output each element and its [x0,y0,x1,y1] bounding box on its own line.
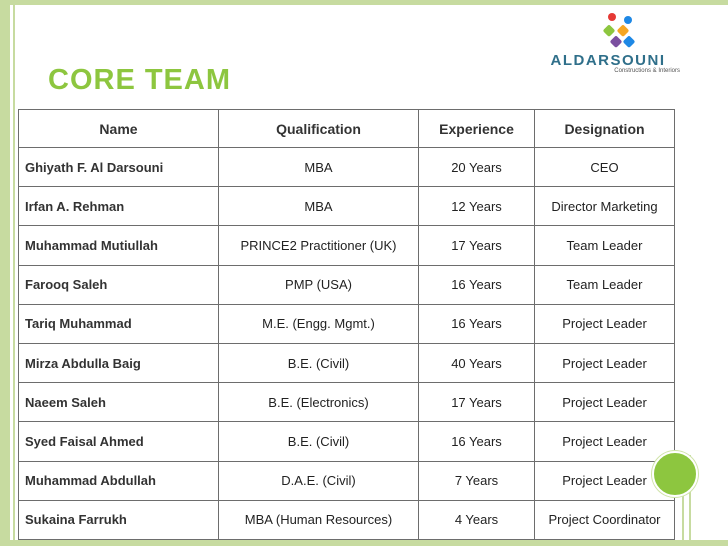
cell-name: Mirza Abdulla Baig [19,343,219,382]
cell-experience: 40 Years [419,343,535,382]
cell-name: Muhammad Mutiullah [19,226,219,265]
cell-qualification: M.E. (Engg. Mgmt.) [219,304,419,343]
cell-designation: Project Leader [535,383,675,422]
table-row [19,343,675,382]
cell-designation: Team Leader [535,265,675,304]
page-title: CORE TEAM [48,64,231,96]
table-header-row [19,110,675,148]
table-row [19,304,675,343]
frame-bottom-border [0,540,728,546]
table-row [19,461,675,500]
cell-experience: 4 Years [419,500,535,539]
table-row [19,422,675,461]
header-designation: Designation [535,110,675,148]
cell-designation: Project Coordinator [535,500,675,539]
cell-designation: Team Leader [535,226,675,265]
cell-name: Ghiyath F. Al Darsouni [19,148,219,187]
frame-left-border [0,0,10,546]
cell-experience: 16 Years [419,422,535,461]
table-row [19,383,675,422]
cell-designation: Project Leader [535,422,675,461]
frame-top-border [0,0,728,5]
table-row [19,148,675,187]
cell-experience: 12 Years [419,187,535,226]
table-row [19,226,675,265]
cell-designation: Project Leader [535,461,675,500]
logo-wordmark: ALDARSOUNI [550,52,666,69]
cell-name: Irfan A. Rehman [19,187,219,226]
header-name: Name [19,110,219,148]
cell-designation: Project Leader [535,304,675,343]
cell-name: Sukaina Farrukh [19,500,219,539]
core-team-table [18,109,675,540]
table-row [19,500,675,539]
cell-experience: 17 Years [419,383,535,422]
cell-name: Naeem Saleh [19,383,219,422]
cell-qualification: MBA (Human Resources) [219,500,419,539]
cell-qualification: MBA [219,187,419,226]
decorative-circle-icon [652,451,698,497]
cell-qualification: PRINCE2 Practitioner (UK) [219,226,419,265]
cell-qualification: PMP (USA) [219,265,419,304]
logo-tagline: Constructions & Interiors [614,68,680,74]
cell-qualification: D.A.E. (Civil) [219,461,419,500]
table-row [19,187,675,226]
cell-designation: Project Leader [535,343,675,382]
cell-designation: CEO [535,148,675,187]
cell-experience: 7 Years [419,461,535,500]
cell-qualification: B.E. (Electronics) [219,383,419,422]
cell-qualification: B.E. (Civil) [219,343,419,382]
frame-left-line [13,0,15,546]
cell-qualification: MBA [219,148,419,187]
cell-name: Tariq Muhammad [19,304,219,343]
cell-name: Farooq Saleh [19,265,219,304]
header-experience: Experience [419,110,535,148]
cell-designation: Director Marketing [535,187,675,226]
logo-mark-icon [603,13,636,48]
cell-qualification: B.E. (Civil) [219,422,419,461]
cell-experience: 20 Years [419,148,535,187]
cell-experience: 17 Years [419,226,535,265]
cell-name: Muhammad Abdullah [19,461,219,500]
table-row [19,265,675,304]
cell-experience: 16 Years [419,304,535,343]
cell-experience: 16 Years [419,265,535,304]
header-qualification: Qualification [219,110,419,148]
cell-name: Syed Faisal Ahmed [19,422,219,461]
